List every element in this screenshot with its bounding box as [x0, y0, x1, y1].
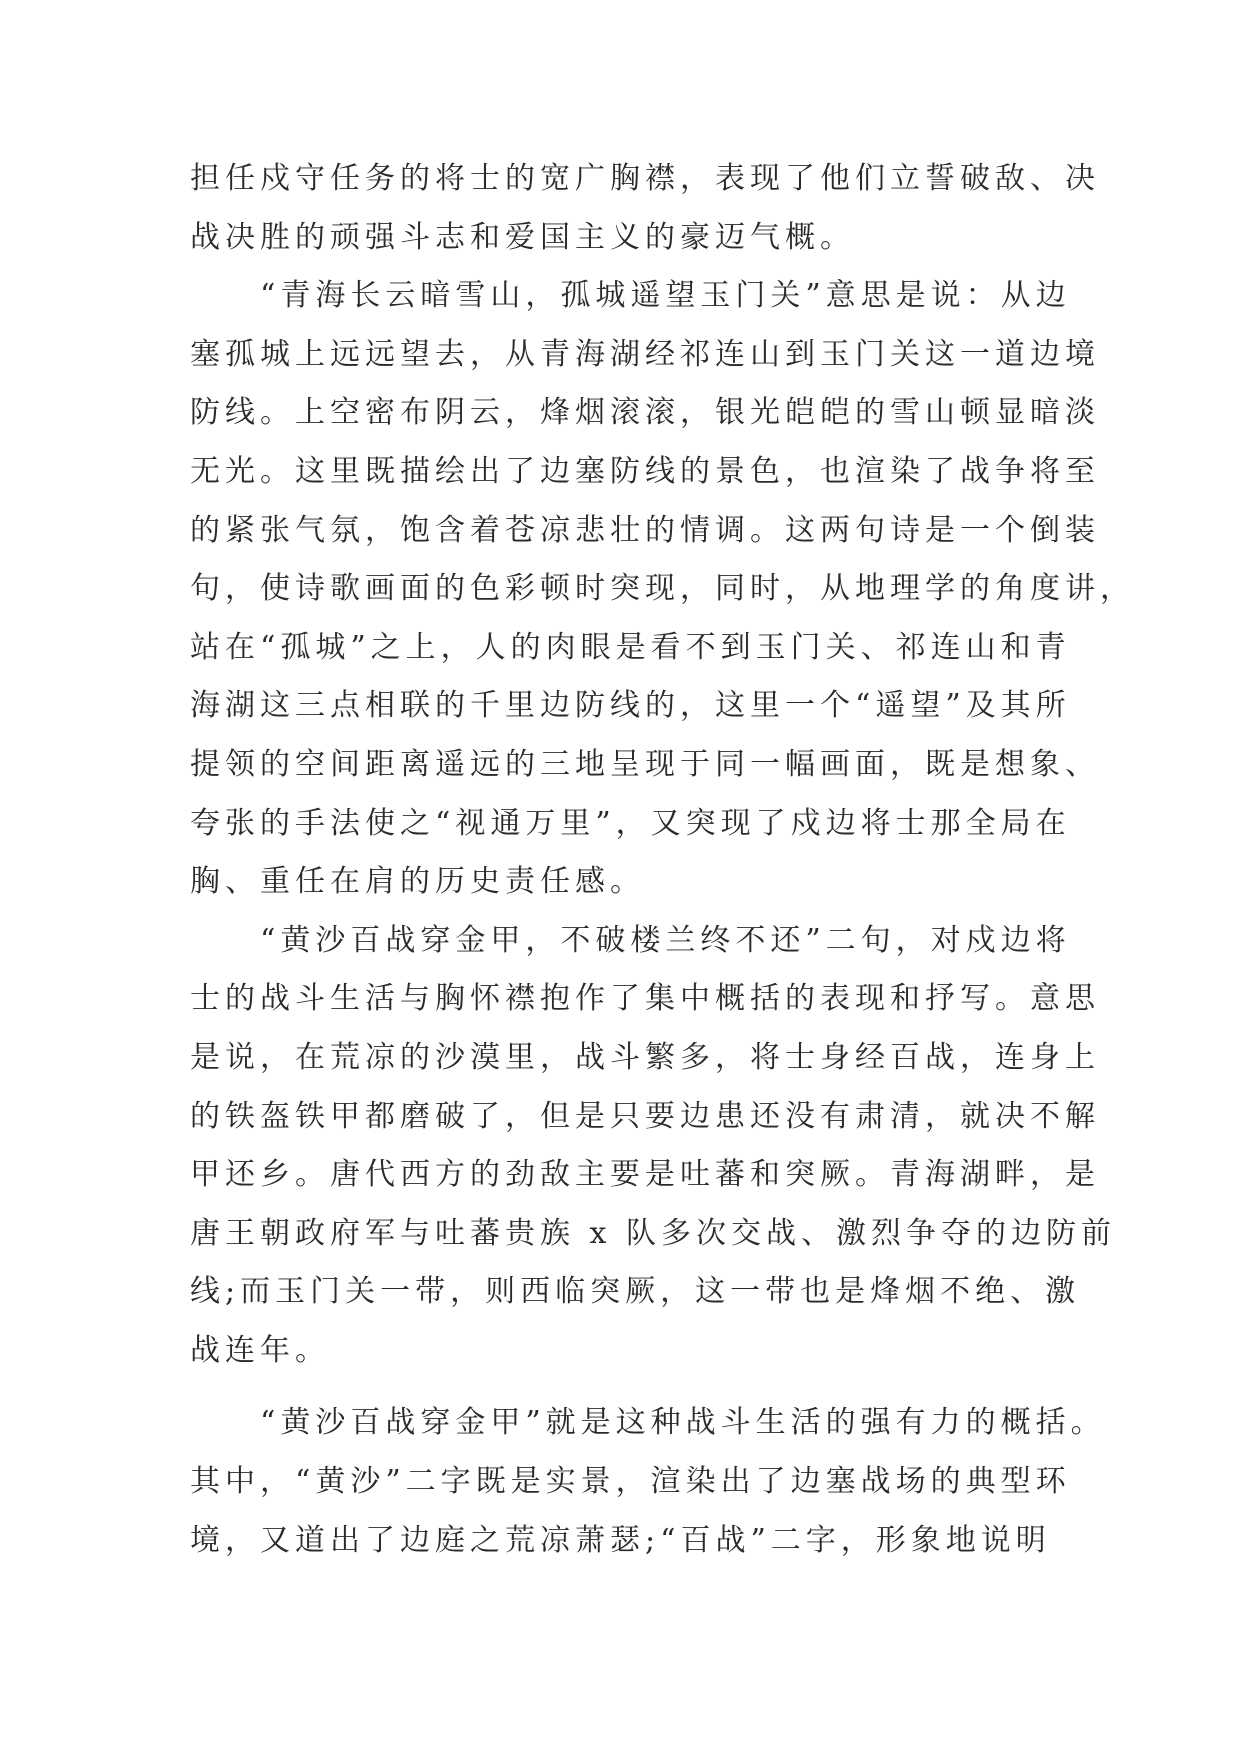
text-line: 士的战斗生活与胸怀襟抱作了集中概括的表现和抒写。意思	[190, 981, 1100, 1017]
paragraph-gap	[190, 1380, 1070, 1394]
text-line: 线;而玉门关一带，则西临突厥，这一带也是烽烟不绝、激	[190, 1274, 1081, 1310]
text-line: 胸、重任在肩的历史责任感。	[190, 864, 645, 900]
text-line: 的铁盔铁甲都磨破了，但是只要边患还没有肃清，就决不解	[190, 1098, 1100, 1134]
text-line: 夸张的手法使之“视通万里”，又突现了戍边将士那全局在	[190, 805, 1071, 841]
text-line: 甲还乡。唐代西方的劲敌主要是吐蕃和突厥。青海湖畔，是	[190, 1157, 1100, 1193]
paragraph	[190, 150, 1100, 267]
text-line: 境，又道出了边庭之荒凉萧瑟;“百战”二字，形象地说明	[190, 1522, 1051, 1558]
text-line: 担任戍守任务的将士的宽广胸襟，表现了他们立誓破敌、决	[190, 161, 1100, 196]
paragraph	[190, 912, 1116, 1381]
text-line: 其中，“黄沙”二字既是实景，渲染出了边塞战场的典型环	[190, 1464, 1071, 1500]
paragraph	[190, 1394, 1106, 1570]
text-line: 海湖这三点相联的千里边防线的，这里一个“遥望”及其所	[190, 688, 1071, 724]
text-line: 战决胜的顽强斗志和爱国主义的豪迈气概。	[190, 219, 855, 255]
text-line: 句，使诗歌画面的色彩顿时突现，同时，从地理学的角度讲，	[190, 571, 1135, 607]
text-line: 的紧张气氛，饱含着苍凉悲壮的情调。这两句诗是一个倒装	[190, 512, 1100, 548]
text-line: 防线。上空密布阴云，烽烟滚滚，银光皑皑的雪山顿显暗淡	[190, 395, 1100, 431]
text-line: 站在“孤城”之上，人的肉眼是看不到玉门关、祁连山和青	[190, 629, 1071, 665]
paragraph	[190, 267, 1135, 912]
text-line: 战连年。	[190, 1332, 330, 1368]
text-line: “黄沙百战穿金甲”就是这种战斗生活的强有力的概括。	[190, 1405, 1106, 1441]
body-text	[190, 150, 1135, 1570]
text-line: “青海长云暗雪山，孤城遥望玉门关”意思是说：从边	[190, 278, 1071, 314]
text-line: 无光。这里既描绘出了边塞防线的景色，也渲染了战争将至	[190, 453, 1100, 489]
text-line: 唐王朝政府军与吐蕃贵族 x 队多次交战、激烈争夺的边防前	[190, 1215, 1116, 1251]
text-line: 是说，在荒凉的沙漠里，战斗繁多，将士身经百战，连身上	[190, 1039, 1100, 1075]
text-line: “黄沙百战穿金甲，不破楼兰终不还”二句，对戍边将	[190, 922, 1071, 958]
text-line: 提领的空间距离遥远的三地呈现于同一幅画面，既是想象、	[190, 746, 1100, 782]
text-line: 塞孤城上远远望去，从青海湖经祁连山到玉门关这一道边境	[190, 336, 1100, 372]
